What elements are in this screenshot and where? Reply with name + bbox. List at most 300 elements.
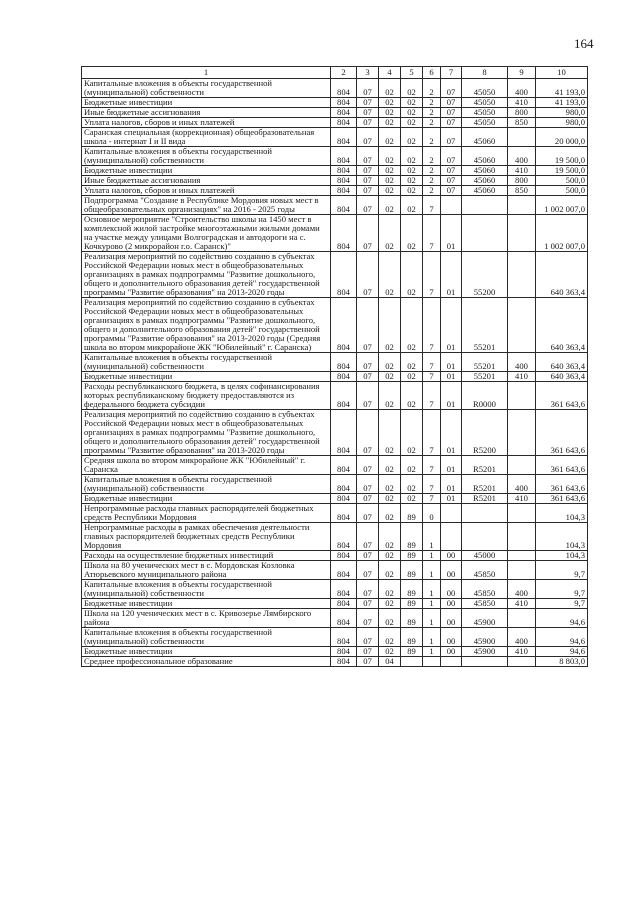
table-row: [82, 475, 588, 494]
code-cell: 400: [508, 628, 536, 647]
code-cell: 1: [423, 609, 441, 628]
table-row: [82, 353, 588, 372]
code-cell: 02: [401, 79, 423, 98]
code-cell: 1: [423, 599, 441, 609]
code-cell: 07: [357, 98, 379, 108]
code-cell: [441, 657, 462, 667]
table-row: [82, 599, 588, 609]
code-cell: 45850: [462, 580, 508, 599]
code-cell: 07: [357, 580, 379, 599]
code-cell: 07: [357, 128, 379, 147]
code-cell: 2: [423, 79, 441, 98]
amount-cell: 640 363,4: [536, 372, 588, 382]
code-cell: 02: [401, 252, 423, 298]
code-cell: R0000: [462, 382, 508, 410]
code-cell: [508, 456, 536, 475]
code-cell: 89: [401, 504, 423, 523]
code-cell: 55201: [462, 372, 508, 382]
table-row: [82, 382, 588, 410]
code-cell: [508, 609, 536, 628]
column-header: 1: [82, 67, 331, 79]
code-cell: 400: [508, 353, 536, 372]
amount-cell: 19 500,0: [536, 166, 588, 176]
code-cell: 7: [423, 410, 441, 456]
code-cell: [401, 657, 423, 667]
code-cell: 45060: [462, 166, 508, 176]
code-cell: 02: [401, 108, 423, 118]
code-cell: 1: [423, 647, 441, 657]
row-name-cell: Расходы на осуществление бюджетных инвестиций: [82, 551, 331, 561]
table-row: [82, 79, 588, 98]
code-cell: 07: [357, 609, 379, 628]
code-cell: 00: [441, 609, 462, 628]
code-cell: 410: [508, 647, 536, 657]
code-cell: 45060: [462, 176, 508, 186]
amount-cell: 104,3: [536, 523, 588, 551]
row-name-cell: Реализация мероприятий по содействию созданию в субъектах Российской Федерации новых мест в общеобразовательных организациях в рамках подпрограммы "Развитие дошкольного, общего и дополнительного образования детей" государственной программы "Развитие образования" на 2013-2020 годы: [82, 252, 331, 298]
code-cell: 804: [331, 647, 357, 657]
code-cell: 02: [379, 79, 401, 98]
code-cell: 02: [379, 475, 401, 494]
amount-cell: 1 002 007,0: [536, 215, 588, 252]
code-cell: 02: [379, 580, 401, 599]
amount-cell: 41 193,0: [536, 79, 588, 98]
code-cell: 804: [331, 523, 357, 551]
code-cell: 2: [423, 147, 441, 166]
amount-cell: 104,3: [536, 551, 588, 561]
code-cell: 00: [441, 628, 462, 647]
row-name-cell: Реализация мероприятий по содействию созданию в субъектах Российской Федерации новых мест в общеобразовательных организациях в рамках подпрограммы "Развитие дошкольного, общего и дополнительного образования детей" государственной программы "Развитие образования" на 2013-2020 годы (Средняя школа во втором микрорайоне ЖК "Юбилейный" г. Саранска): [82, 298, 331, 353]
row-name-cell: Капитальные вложения в объекты государственной (муниципальной) собственности: [82, 580, 331, 599]
row-name-cell: Капитальные вложения в объекты государственной (муниципальной) собственности: [82, 79, 331, 98]
code-cell: 45050: [462, 118, 508, 128]
code-cell: 804: [331, 353, 357, 372]
code-cell: 02: [401, 166, 423, 176]
code-cell: 45000: [462, 551, 508, 561]
code-cell: 02: [379, 98, 401, 108]
code-cell: 804: [331, 599, 357, 609]
table-header-row: [82, 67, 588, 79]
amount-cell: 94,6: [536, 609, 588, 628]
code-cell: 804: [331, 580, 357, 599]
code-cell: 89: [401, 523, 423, 551]
amount-cell: 9,7: [536, 561, 588, 580]
row-name-cell: Средняя школа во втором микрорайоне ЖК "Юбилейный" г. Саранска: [82, 456, 331, 475]
amount-cell: 9,7: [536, 599, 588, 609]
code-cell: 800: [508, 176, 536, 186]
table-row: [82, 410, 588, 456]
code-cell: 89: [401, 561, 423, 580]
amount-cell: 361 643,6: [536, 494, 588, 504]
table-row: [82, 609, 588, 628]
code-cell: 02: [379, 196, 401, 215]
row-name-cell: Среднее профессиональное образование: [82, 657, 331, 667]
code-cell: [441, 504, 462, 523]
code-cell: R5201: [462, 494, 508, 504]
code-cell: 02: [379, 456, 401, 475]
code-cell: 02: [379, 494, 401, 504]
code-cell: 1: [423, 580, 441, 599]
code-cell: 01: [441, 382, 462, 410]
code-cell: 850: [508, 186, 536, 196]
code-cell: 55200: [462, 252, 508, 298]
row-name-cell: Иные бюджетные ассигнования: [82, 108, 331, 118]
row-name-cell: Уплата налогов, сборов и иных платежей: [82, 118, 331, 128]
code-cell: 07: [357, 647, 379, 657]
code-cell: 7: [423, 494, 441, 504]
code-cell: 04: [379, 657, 401, 667]
table-row: [82, 561, 588, 580]
code-cell: 02: [401, 176, 423, 186]
code-cell: 01: [441, 215, 462, 252]
code-cell: [508, 504, 536, 523]
column-header: 8: [462, 67, 508, 79]
code-cell: 410: [508, 166, 536, 176]
code-cell: 02: [401, 372, 423, 382]
amount-cell: 361 643,6: [536, 475, 588, 494]
code-cell: 45900: [462, 647, 508, 657]
code-cell: 02: [379, 551, 401, 561]
row-name-cell: Капитальные вложения в объекты государственной (муниципальной) собственности: [82, 353, 331, 372]
table-row: [82, 108, 588, 118]
code-cell: 804: [331, 382, 357, 410]
code-cell: 45060: [462, 147, 508, 166]
code-cell: 07: [441, 128, 462, 147]
budget-table: [81, 66, 588, 667]
code-cell: 45050: [462, 108, 508, 118]
row-name-cell: Саранская специальная (коррекционная) общеобразовательная школа - интернат I и II вида: [82, 128, 331, 147]
code-cell: 804: [331, 215, 357, 252]
code-cell: 02: [401, 196, 423, 215]
code-cell: 804: [331, 298, 357, 353]
column-header: 10: [536, 67, 588, 79]
amount-cell: 1 002 007,0: [536, 196, 588, 215]
table-row: [82, 147, 588, 166]
amount-cell: 20 000,0: [536, 128, 588, 147]
code-cell: [508, 215, 536, 252]
code-cell: 45900: [462, 628, 508, 647]
amount-cell: 640 363,4: [536, 298, 588, 353]
code-cell: 804: [331, 561, 357, 580]
code-cell: 804: [331, 196, 357, 215]
code-cell: 7: [423, 353, 441, 372]
code-cell: 07: [357, 657, 379, 667]
code-cell: 804: [331, 128, 357, 147]
code-cell: 400: [508, 475, 536, 494]
code-cell: 804: [331, 118, 357, 128]
code-cell: [508, 252, 536, 298]
code-cell: 07: [357, 215, 379, 252]
code-cell: 45050: [462, 98, 508, 108]
code-cell: 07: [357, 475, 379, 494]
table-row: [82, 372, 588, 382]
table-row: [82, 298, 588, 353]
amount-cell: 94,6: [536, 647, 588, 657]
code-cell: 02: [401, 382, 423, 410]
code-cell: 07: [441, 147, 462, 166]
code-cell: 07: [357, 147, 379, 166]
code-cell: 07: [441, 98, 462, 108]
code-cell: R5200: [462, 410, 508, 456]
code-cell: 850: [508, 118, 536, 128]
amount-cell: 361 643,6: [536, 456, 588, 475]
code-cell: 07: [357, 252, 379, 298]
code-cell: 01: [441, 494, 462, 504]
row-name-cell: Бюджетные инвестиции: [82, 372, 331, 382]
table-row: [82, 166, 588, 176]
code-cell: 07: [441, 166, 462, 176]
amount-cell: 19 500,0: [536, 147, 588, 166]
code-cell: [462, 504, 508, 523]
code-cell: 45900: [462, 609, 508, 628]
code-cell: 7: [423, 382, 441, 410]
code-cell: 01: [441, 410, 462, 456]
code-cell: 02: [379, 118, 401, 128]
code-cell: [423, 657, 441, 667]
code-cell: 02: [379, 372, 401, 382]
code-cell: 02: [379, 382, 401, 410]
code-cell: 2: [423, 166, 441, 176]
code-cell: 89: [401, 647, 423, 657]
code-cell: 07: [441, 108, 462, 118]
code-cell: [508, 128, 536, 147]
code-cell: 804: [331, 166, 357, 176]
row-name-cell: Бюджетные инвестиции: [82, 647, 331, 657]
row-name-cell: Основное мероприятие "Строительство школы на 1450 мест в комплексной жилой застройке многоэтажными жилыми домами на участке между улицами Волгоградская и автодороги на с. Кочкурово (2 микрорайон г.о. Саранск)": [82, 215, 331, 252]
code-cell: 804: [331, 372, 357, 382]
code-cell: 02: [401, 215, 423, 252]
code-cell: 02: [401, 475, 423, 494]
code-cell: [508, 657, 536, 667]
amount-cell: 9,7: [536, 580, 588, 599]
code-cell: 02: [379, 647, 401, 657]
code-cell: 02: [379, 609, 401, 628]
code-cell: [508, 410, 536, 456]
code-cell: 45850: [462, 561, 508, 580]
code-cell: 01: [441, 372, 462, 382]
code-cell: 07: [441, 79, 462, 98]
row-name-cell: Непрограммные расходы в рамках обеспечения деятельности главных распорядителей бюджетных средств Республики Мордовия: [82, 523, 331, 551]
code-cell: 07: [357, 353, 379, 372]
code-cell: 400: [508, 79, 536, 98]
code-cell: 804: [331, 551, 357, 561]
code-cell: 89: [401, 628, 423, 647]
code-cell: [441, 523, 462, 551]
code-cell: 400: [508, 147, 536, 166]
amount-cell: 94,6: [536, 628, 588, 647]
column-header: 9: [508, 67, 536, 79]
code-cell: 01: [441, 456, 462, 475]
code-cell: 7: [423, 196, 441, 215]
code-cell: 02: [379, 599, 401, 609]
code-cell: R5201: [462, 475, 508, 494]
code-cell: 45050: [462, 79, 508, 98]
code-cell: 804: [331, 79, 357, 98]
row-name-cell: Школа на 80 ученических мест в с. Мордовская Козловка Атюрьевского муниципального района: [82, 561, 331, 580]
code-cell: 00: [441, 561, 462, 580]
code-cell: 07: [357, 410, 379, 456]
code-cell: 01: [441, 353, 462, 372]
code-cell: 07: [357, 599, 379, 609]
table-row: [82, 628, 588, 647]
code-cell: 89: [401, 599, 423, 609]
code-cell: 00: [441, 647, 462, 657]
code-cell: 02: [401, 186, 423, 196]
row-name-cell: Капитальные вложения в объекты государственной (муниципальной) собственности: [82, 628, 331, 647]
code-cell: 02: [379, 628, 401, 647]
amount-cell: 640 363,4: [536, 353, 588, 372]
table-row: [82, 196, 588, 215]
amount-cell: 500,0: [536, 176, 588, 186]
code-cell: 02: [401, 98, 423, 108]
amount-cell: 361 643,6: [536, 410, 588, 456]
code-cell: 7: [423, 456, 441, 475]
code-cell: 07: [357, 523, 379, 551]
code-cell: [462, 196, 508, 215]
column-header: 2: [331, 67, 357, 79]
code-cell: 01: [441, 252, 462, 298]
code-cell: 00: [441, 599, 462, 609]
code-cell: 804: [331, 504, 357, 523]
code-cell: 00: [441, 551, 462, 561]
row-name-cell: Бюджетные инвестиции: [82, 494, 331, 504]
code-cell: 804: [331, 475, 357, 494]
column-header: 4: [379, 67, 401, 79]
code-cell: 410: [508, 98, 536, 108]
code-cell: 07: [357, 628, 379, 647]
column-header: 6: [423, 67, 441, 79]
row-name-cell: Бюджетные инвестиции: [82, 599, 331, 609]
code-cell: 89: [401, 609, 423, 628]
table-row: [82, 456, 588, 475]
row-name-cell: Расходы республиканского бюджета, в целях софинансирования которых республиканскому бюджету предоставляются из федерального бюджета субсидии: [82, 382, 331, 410]
table-row: [82, 657, 588, 667]
code-cell: 400: [508, 580, 536, 599]
code-cell: 07: [357, 494, 379, 504]
table-row: [82, 647, 588, 657]
row-name-cell: Бюджетные инвестиции: [82, 166, 331, 176]
table-row: [82, 494, 588, 504]
amount-cell: 8 803,0: [536, 657, 588, 667]
code-cell: 1: [423, 628, 441, 647]
code-cell: 7: [423, 215, 441, 252]
code-cell: 07: [441, 186, 462, 196]
table-row: [82, 551, 588, 561]
code-cell: 2: [423, 118, 441, 128]
code-cell: 02: [379, 186, 401, 196]
code-cell: 02: [379, 353, 401, 372]
column-header: 5: [401, 67, 423, 79]
code-cell: 410: [508, 372, 536, 382]
amount-cell: 640 363,4: [536, 252, 588, 298]
code-cell: 07: [357, 118, 379, 128]
amount-cell: 104,3: [536, 504, 588, 523]
code-cell: 07: [441, 176, 462, 186]
code-cell: 2: [423, 186, 441, 196]
code-cell: [508, 523, 536, 551]
code-cell: 804: [331, 609, 357, 628]
code-cell: 02: [379, 176, 401, 186]
code-cell: 02: [401, 456, 423, 475]
code-cell: 1: [423, 551, 441, 561]
code-cell: 804: [331, 108, 357, 118]
table-row: [82, 580, 588, 599]
row-name-cell: Иные бюджетные ассигнования: [82, 176, 331, 186]
code-cell: 7: [423, 298, 441, 353]
table-row: [82, 98, 588, 108]
code-cell: [462, 523, 508, 551]
code-cell: 02: [379, 561, 401, 580]
code-cell: 02: [379, 298, 401, 353]
code-cell: 804: [331, 98, 357, 108]
code-cell: 02: [401, 118, 423, 128]
code-cell: 02: [401, 410, 423, 456]
code-cell: 804: [331, 657, 357, 667]
code-cell: 0: [423, 504, 441, 523]
table-row: [82, 128, 588, 147]
table-row: [82, 215, 588, 252]
code-cell: 07: [357, 186, 379, 196]
amount-cell: 980,0: [536, 108, 588, 118]
code-cell: 7: [423, 372, 441, 382]
table-row: [82, 523, 588, 551]
code-cell: 07: [357, 196, 379, 215]
code-cell: 07: [357, 79, 379, 98]
table-row: [82, 118, 588, 128]
code-cell: [508, 196, 536, 215]
code-cell: 89: [401, 551, 423, 561]
code-cell: 2: [423, 176, 441, 186]
row-name-cell: Бюджетные инвестиции: [82, 98, 331, 108]
code-cell: 89: [401, 580, 423, 599]
amount-cell: 361 643,6: [536, 382, 588, 410]
code-cell: 07: [357, 551, 379, 561]
code-cell: 02: [379, 523, 401, 551]
column-header: 3: [357, 67, 379, 79]
code-cell: 01: [441, 298, 462, 353]
code-cell: [508, 382, 536, 410]
code-cell: 07: [441, 118, 462, 128]
code-cell: 804: [331, 410, 357, 456]
code-cell: 07: [357, 108, 379, 118]
code-cell: 07: [357, 561, 379, 580]
table-row: [82, 504, 588, 523]
code-cell: [441, 196, 462, 215]
code-cell: 02: [401, 147, 423, 166]
code-cell: 07: [357, 372, 379, 382]
code-cell: 45850: [462, 599, 508, 609]
table-row: [82, 176, 588, 186]
code-cell: 804: [331, 176, 357, 186]
code-cell: 800: [508, 108, 536, 118]
code-cell: [462, 215, 508, 252]
code-cell: 01: [441, 475, 462, 494]
amount-cell: 41 193,0: [536, 98, 588, 108]
code-cell: 55201: [462, 353, 508, 372]
code-cell: 02: [401, 128, 423, 147]
row-name-cell: Школа на 120 ученических мест в с. Кривозерье Лямбирского района: [82, 609, 331, 628]
code-cell: 07: [357, 504, 379, 523]
code-cell: 07: [357, 298, 379, 353]
column-header: 7: [441, 67, 462, 79]
code-cell: 07: [357, 176, 379, 186]
row-name-cell: Подпрограмма "Создание в Республике Мордовия новых мест в общеобразовательных организациях" на 2016 - 2025 годы: [82, 196, 331, 215]
code-cell: 45060: [462, 128, 508, 147]
code-cell: [508, 561, 536, 580]
table-row: [82, 252, 588, 298]
code-cell: 00: [441, 580, 462, 599]
row-name-cell: Непрограммные расходы главных распорядителей бюджетных средств Республики Мордовия: [82, 504, 331, 523]
